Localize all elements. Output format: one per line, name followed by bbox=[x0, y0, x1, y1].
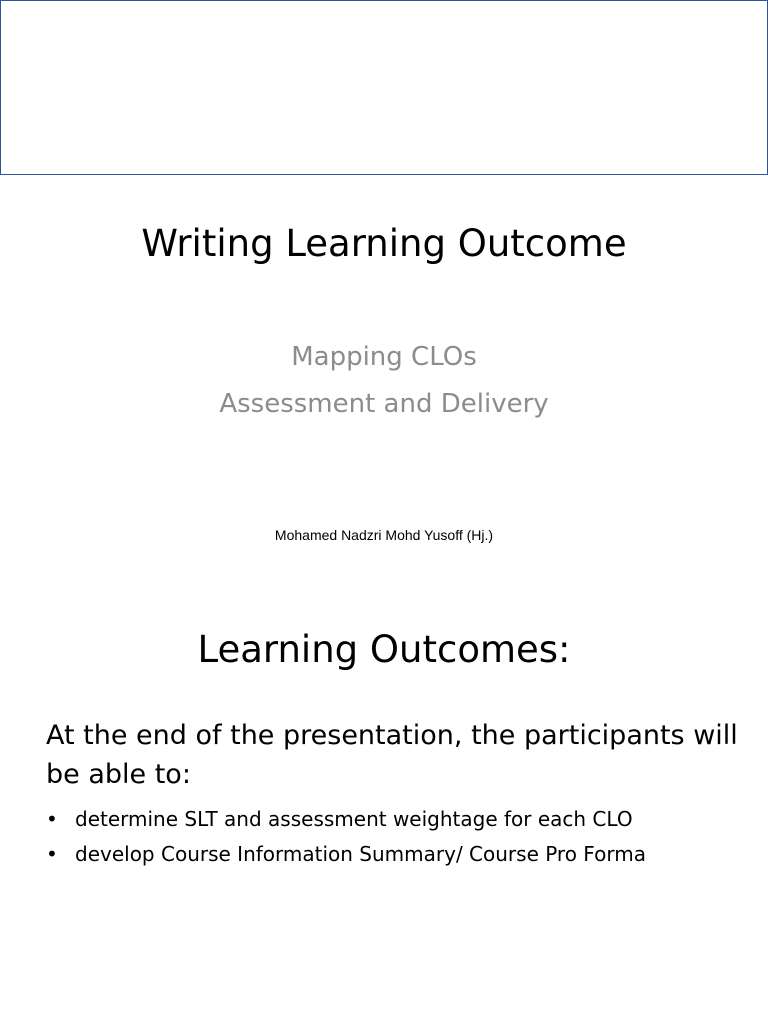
intro-paragraph: At the end of the presentation, the participants will be able to: bbox=[46, 720, 738, 790]
header-box bbox=[0, 0, 768, 175]
list-item-text: determine SLT and assessment weightage for each CLO bbox=[75, 807, 633, 831]
list-item-text: develop Course Information Summary/ Course Pro Forma bbox=[75, 842, 646, 866]
bullet-icon: • bbox=[46, 842, 58, 866]
author-name: Mohamed Nadzri Mohd Yusoff (Hj.) bbox=[274, 527, 494, 543]
subtitle-line-1: Mapping CLOs bbox=[291, 342, 477, 372]
bullet-icon: • bbox=[46, 807, 58, 831]
slide-title: Writing Learning Outcome bbox=[141, 222, 627, 265]
subtitle-line-2: Assessment and Delivery bbox=[219, 389, 549, 419]
learning-outcomes-heading: Learning Outcomes: bbox=[197, 628, 571, 671]
outcome-list bbox=[46, 802, 746, 872]
list-item bbox=[46, 837, 746, 872]
slide-subtitle bbox=[0, 334, 768, 428]
list-item bbox=[46, 802, 746, 837]
